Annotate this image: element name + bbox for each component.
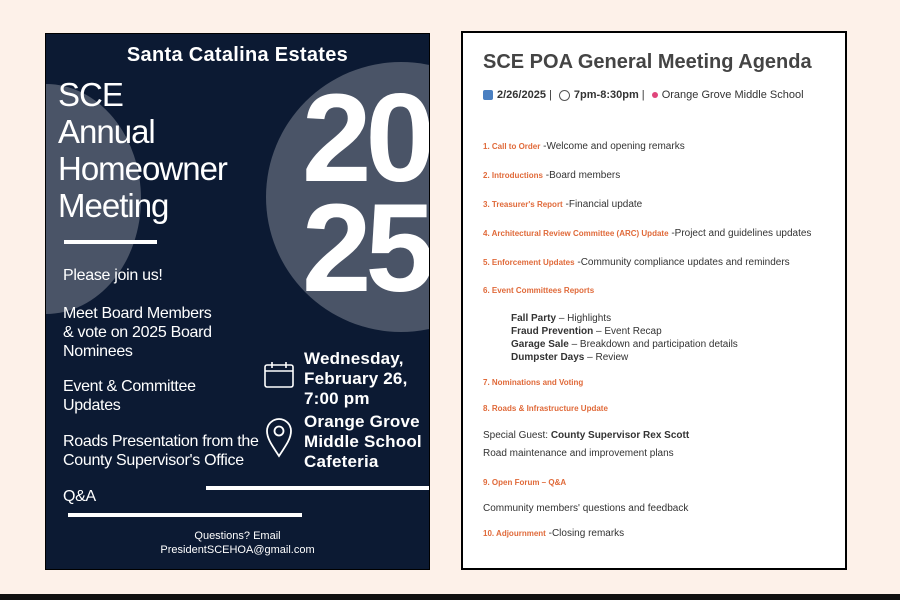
roads-text (63, 432, 259, 470)
agenda-item: 8. Roads & Infrastructure Update (483, 404, 608, 413)
event-report: Fraud Prevention – Event Recap (511, 326, 662, 337)
flyer-title-line: SCE (58, 76, 123, 113)
meeting-location (304, 412, 422, 472)
flyer-title-line: Meeting (58, 187, 169, 224)
flyer-org-name: Santa Catalina Estates (126, 44, 349, 66)
agenda-item: 4. Architectural Review Committee (ARC) Update -Project and guidelines updates (483, 228, 812, 239)
event-line: Updates (63, 397, 121, 414)
contact-line: Questions? Email (194, 530, 281, 542)
board-line: Nominees (63, 343, 133, 360)
year-top: 20 (301, 69, 429, 208)
agenda-item: 7. Nominations and Voting (483, 378, 584, 387)
agenda-item: 5. Enforcement Updates -Community compliance updates and reminders (483, 257, 790, 268)
location-pin-icon (265, 418, 293, 458)
meeting-flyer (45, 33, 430, 570)
join-text: Please join us! (63, 267, 163, 284)
contact-info (46, 529, 429, 557)
agenda-item: 2. Introductions -Board members (483, 170, 621, 181)
board-line: Meet Board Members (63, 305, 212, 322)
agenda-item: 10. Adjournment -Closing remarks (483, 528, 625, 539)
divider (206, 486, 430, 490)
roads-line: County Supervisor's Office (63, 452, 244, 469)
year-bottom: 25 (301, 179, 429, 318)
meeting-date-time (304, 349, 408, 409)
event-report: Dumpster Days – Review (511, 352, 629, 363)
when-line: Wednesday, (304, 349, 404, 368)
agenda-item: 9. Open Forum – Q&A (483, 478, 567, 487)
agenda-date: 2/26/2025 (497, 89, 546, 101)
forum-note: Community members' questions and feedback (483, 503, 689, 514)
divider (64, 240, 157, 244)
agenda-time: 7pm-8:30pm (573, 89, 639, 101)
agenda-item: 3. Treasurer's Report -Financial update (483, 199, 643, 210)
agenda-document (461, 31, 847, 570)
agenda-title: SCE POA General Meeting Agenda (483, 51, 812, 73)
roads-line: Roads Presentation from the (63, 433, 259, 450)
special-guest: Special Guest: County Supervisor Rex Scott (483, 430, 690, 441)
contact-email: PresidentSCEHOA@gmail.com (160, 544, 315, 556)
agenda-meta: 2/26/2025 | 7pm-8:30pm | Orange Grove Middle School (483, 89, 804, 101)
where-line: Middle School (304, 432, 422, 451)
pin-icon (652, 92, 658, 98)
bottom-border (0, 594, 900, 600)
calendar-icon (483, 90, 493, 100)
where-line: Cafeteria (304, 452, 379, 471)
calendar-icon (264, 362, 294, 388)
divider (68, 513, 302, 517)
qa-text: Q&A (63, 488, 96, 505)
event-report: Fall Party – Highlights (511, 313, 612, 324)
agenda-item: 1. Call to Order -Welcome and opening remarks (483, 141, 685, 152)
where-line: Orange Grove (304, 412, 420, 431)
agenda-location: Orange Grove Middle School (661, 89, 804, 101)
board-text (63, 304, 212, 361)
event-line: Event & Committee (63, 378, 196, 395)
agenda-item: 6. Event Committees Reports (483, 286, 595, 295)
clock-icon (559, 90, 570, 101)
when-line: 7:00 pm (304, 389, 370, 408)
flyer-title-line: Homeowner (58, 150, 227, 187)
flyer-title-line: Annual (58, 113, 155, 150)
event-report: Garage Sale – Breakdown and participation details (511, 339, 738, 350)
roads-note: Road maintenance and improvement plans (483, 448, 674, 459)
board-line: & vote on 2025 Board (63, 324, 212, 341)
when-line: February 26, (304, 369, 408, 388)
event-text (63, 377, 196, 415)
flyer-title (58, 76, 227, 224)
